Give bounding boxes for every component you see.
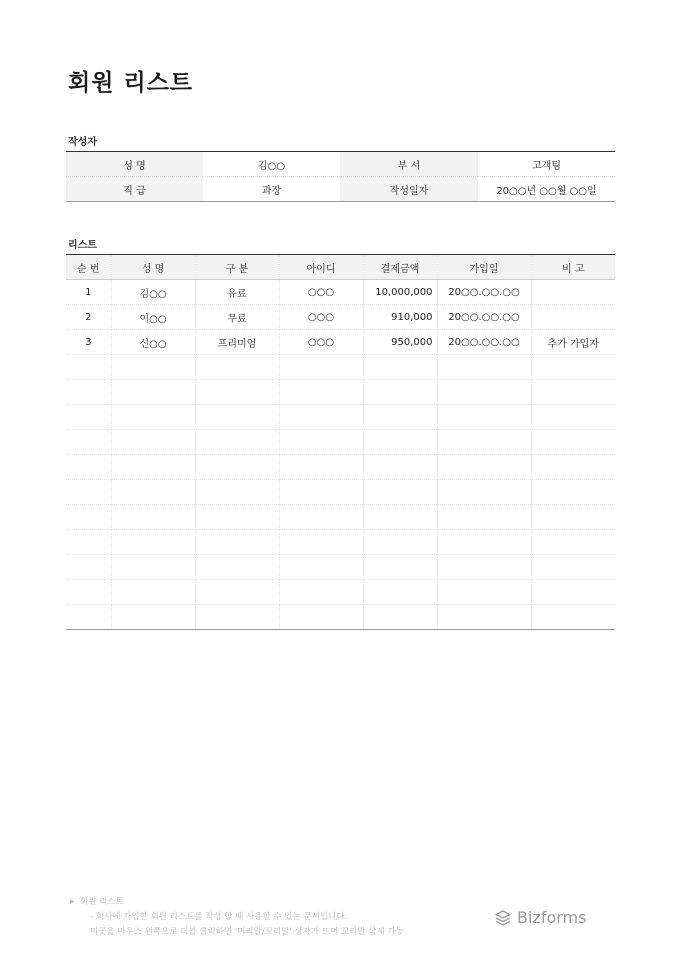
table-cell[interactable] xyxy=(363,380,437,405)
author-field-value: 과장 xyxy=(203,177,340,202)
table-cell[interactable] xyxy=(437,355,531,380)
table-cell[interactable]: ○○○ xyxy=(279,305,363,330)
table-cell[interactable]: 20○○.○○.○○ xyxy=(437,330,531,355)
list-section-label: 리스트 xyxy=(68,240,97,251)
table-cell[interactable] xyxy=(437,430,531,455)
table-cell[interactable] xyxy=(363,505,437,530)
table-cell[interactable]: 유료 xyxy=(195,280,279,305)
table-cell[interactable] xyxy=(111,430,195,455)
table-cell[interactable] xyxy=(111,405,195,430)
table-cell[interactable] xyxy=(111,355,195,380)
table-cell[interactable] xyxy=(111,480,195,505)
table-cell[interactable] xyxy=(437,380,531,405)
table-cell[interactable] xyxy=(363,430,437,455)
table-row xyxy=(66,555,615,580)
table-cell[interactable] xyxy=(279,505,363,530)
table-cell[interactable] xyxy=(437,505,531,530)
table-cell[interactable]: 910,000 xyxy=(363,305,437,330)
table-cell[interactable] xyxy=(195,530,279,555)
table-cell[interactable]: 20○○.○○.○○ xyxy=(437,305,531,330)
table-cell[interactable] xyxy=(66,430,111,455)
table-row xyxy=(66,530,615,555)
column-header: 순 번 xyxy=(66,255,111,280)
table-cell[interactable] xyxy=(531,405,615,430)
table-cell[interactable] xyxy=(363,355,437,380)
column-header: 성 명 xyxy=(111,255,195,280)
table-cell[interactable] xyxy=(66,355,111,380)
table-cell[interactable] xyxy=(437,405,531,430)
table-cell[interactable] xyxy=(279,480,363,505)
author-info-table xyxy=(66,151,615,202)
table-cell[interactable] xyxy=(195,455,279,480)
table-cell[interactable] xyxy=(195,555,279,580)
footer[interactable] xyxy=(70,894,404,940)
member-list-table xyxy=(66,254,615,630)
author-row xyxy=(66,177,615,202)
table-cell[interactable] xyxy=(437,455,531,480)
table-cell[interactable] xyxy=(279,530,363,555)
table-cell[interactable] xyxy=(195,480,279,505)
table-cell[interactable] xyxy=(195,405,279,430)
table-cell[interactable] xyxy=(279,455,363,480)
author-section-label: 작성자 xyxy=(68,137,97,148)
table-row xyxy=(66,355,615,380)
table-cell[interactable] xyxy=(531,430,615,455)
logo-text: Bizforms xyxy=(517,908,587,927)
author-field-label: 작성일자 xyxy=(340,177,478,202)
table-cell[interactable]: ○○○ xyxy=(279,330,363,355)
triangle-right-icon: ▶ xyxy=(70,898,75,905)
table-cell[interactable]: 추가 가입자 xyxy=(531,330,615,355)
column-header: 아이디 xyxy=(279,255,363,280)
page-title: 회원 리스트 xyxy=(68,70,194,96)
table-cell[interactable]: 20○○.○○.○○ xyxy=(437,280,531,305)
table-row xyxy=(66,455,615,480)
stacked-layers-icon xyxy=(494,909,512,927)
table-cell[interactable] xyxy=(437,605,531,630)
table-row xyxy=(66,405,615,430)
table-cell[interactable] xyxy=(111,555,195,580)
table-cell[interactable] xyxy=(279,405,363,430)
table-cell[interactable] xyxy=(531,280,615,305)
table-cell[interactable] xyxy=(363,405,437,430)
table-cell[interactable] xyxy=(66,480,111,505)
table-cell[interactable]: 신○○ xyxy=(111,330,195,355)
table-cell[interactable] xyxy=(195,505,279,530)
table-cell[interactable] xyxy=(363,555,437,580)
table-cell[interactable] xyxy=(531,580,615,605)
table-cell[interactable] xyxy=(195,355,279,380)
table-cell[interactable] xyxy=(279,355,363,380)
table-row xyxy=(66,605,615,630)
table-cell[interactable]: ○○○ xyxy=(279,280,363,305)
table-cell[interactable] xyxy=(66,555,111,580)
table-cell[interactable]: 김○○ xyxy=(111,280,195,305)
table-cell[interactable] xyxy=(66,505,111,530)
bizforms-logo xyxy=(494,908,586,927)
table-cell[interactable]: 무료 xyxy=(195,305,279,330)
table-cell[interactable] xyxy=(195,605,279,630)
author-field-label: 직 급 xyxy=(66,177,203,202)
table-cell[interactable] xyxy=(111,530,195,555)
table-row xyxy=(66,305,615,330)
table-cell[interactable] xyxy=(111,580,195,605)
table-cell[interactable] xyxy=(531,480,615,505)
table-cell[interactable] xyxy=(363,530,437,555)
table-cell[interactable] xyxy=(437,580,531,605)
table-cell[interactable] xyxy=(279,580,363,605)
author-row xyxy=(66,152,615,177)
table-cell[interactable] xyxy=(111,455,195,480)
table-cell[interactable] xyxy=(279,430,363,455)
author-field-value: 김○○ xyxy=(203,152,340,177)
table-cell[interactable] xyxy=(531,555,615,580)
footer-heading: 회원 리스트 xyxy=(80,897,124,907)
table-cell[interactable] xyxy=(279,605,363,630)
table-cell[interactable] xyxy=(363,480,437,505)
column-header: 비 고 xyxy=(531,255,615,280)
table-cell[interactable] xyxy=(437,480,531,505)
table-cell[interactable] xyxy=(111,380,195,405)
table-row xyxy=(66,280,615,305)
table-cell[interactable]: 프리미엄 xyxy=(195,330,279,355)
table-cell[interactable] xyxy=(279,555,363,580)
column-header: 결제금액 xyxy=(363,255,437,280)
table-cell[interactable] xyxy=(437,555,531,580)
table-cell[interactable]: 2 xyxy=(66,305,111,330)
table-cell[interactable] xyxy=(66,455,111,480)
column-header: 가입일 xyxy=(437,255,531,280)
table-row xyxy=(66,430,615,455)
table-cell[interactable] xyxy=(363,455,437,480)
table-cell[interactable] xyxy=(111,505,195,530)
table-cell[interactable]: 950,000 xyxy=(363,330,437,355)
table-cell[interactable] xyxy=(531,380,615,405)
author-field-value: 고객팀 xyxy=(478,152,615,177)
table-row xyxy=(66,505,615,530)
column-header: 구 분 xyxy=(195,255,279,280)
table-cell[interactable] xyxy=(66,530,111,555)
table-cell[interactable] xyxy=(363,580,437,605)
author-field-label: 부 서 xyxy=(340,152,478,177)
table-row xyxy=(66,480,615,505)
table-row xyxy=(66,580,615,605)
table-cell[interactable] xyxy=(531,505,615,530)
table-cell[interactable] xyxy=(111,605,195,630)
table-cell[interactable] xyxy=(363,605,437,630)
table-cell[interactable] xyxy=(531,530,615,555)
table-cell[interactable] xyxy=(66,380,111,405)
table-cell[interactable] xyxy=(195,580,279,605)
table-cell[interactable] xyxy=(531,305,615,330)
table-cell[interactable] xyxy=(195,430,279,455)
table-cell[interactable] xyxy=(195,380,279,405)
author-field-value: 20○○년 ○○월 ○○일 xyxy=(478,177,615,202)
table-cell[interactable] xyxy=(531,605,615,630)
table-cell[interactable] xyxy=(66,580,111,605)
table-cell[interactable] xyxy=(66,605,111,630)
footer-description: - 회사에 가입한 회원 리스트를 작성 할 때 사용할 수 있는 문서입니다. xyxy=(90,912,348,922)
table-cell[interactable]: 10,000,000 xyxy=(363,280,437,305)
footer-instruction: 이곳을 마우스 왼쪽으로 더블 클릭하면 '머리말/꼬리말' 상자가 뜨며 꼬리말 삭제 가능 xyxy=(90,927,404,937)
table-cell[interactable] xyxy=(66,405,111,430)
table-cell[interactable]: 이○○ xyxy=(111,305,195,330)
table-cell[interactable] xyxy=(531,455,615,480)
table-row xyxy=(66,330,615,355)
table-cell[interactable] xyxy=(531,355,615,380)
table-cell[interactable]: 1 xyxy=(66,280,111,305)
table-cell[interactable]: 3 xyxy=(66,330,111,355)
author-field-label: 성 명 xyxy=(66,152,203,177)
table-cell[interactable] xyxy=(437,530,531,555)
table-cell[interactable] xyxy=(279,380,363,405)
table-row xyxy=(66,380,615,405)
